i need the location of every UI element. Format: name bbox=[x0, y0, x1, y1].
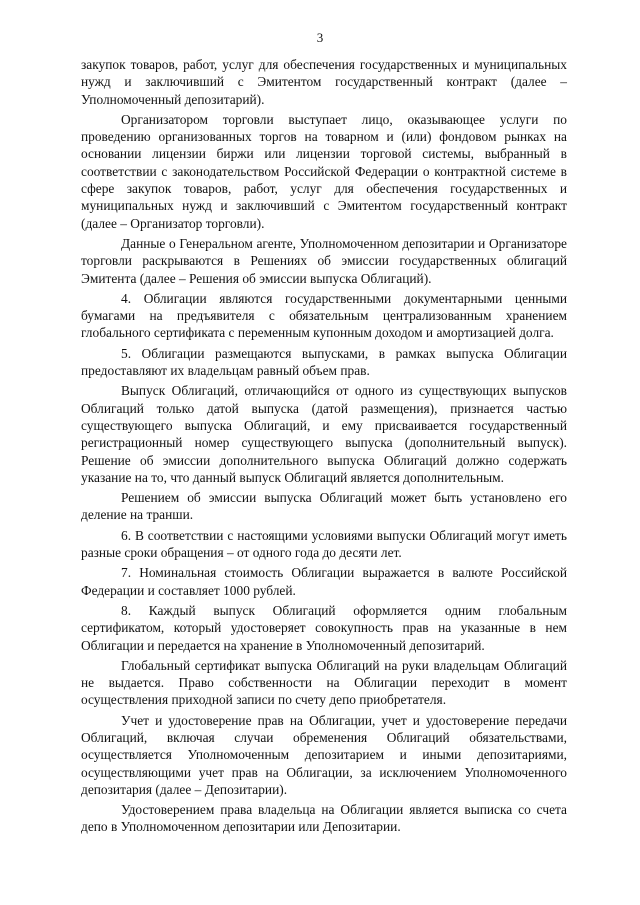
paragraph-item-8: 8. Каждый выпуск Облигаций оформляется одним глобальным сертификатом, который удостоверяет совокупность прав на указанные в нем Облигации и передается на хранение в Уполномоченный депозитарий. bbox=[81, 602, 567, 653]
paragraph-continuation: закупок товаров, работ, услуг для обеспечения государственных и муниципальных нужд и заключивший с Эмитентом государственный контракт (далее – Уполномоченный депозитарий). bbox=[81, 57, 567, 107]
paragraph-ownership-proof: Удостоверением права владельца на Облигации является выписка со счета депо в Уполномоченном депозитарии или Депозитарии. bbox=[81, 802, 567, 835]
paragraph-additional-issue: Выпуск Облигаций, отличающийся от одного из существующих выпусков Облигаций только датой выпуска (датой размещения), признается частью существующего выпуска Облигаций, и ему присваивается государственный регистрационный номер существующего выпуска (дополнительный выпуск). Решение об эмиссии дополнительного выпуска Облигаций должно содержать указание на то, что данный выпуск Облигаций является дополнительным. bbox=[81, 383, 567, 485]
paragraph-disclosure: Данные о Генеральном агенте, Уполномоченном депозитарии и Организаторе торговли раскрываются в Решениях об эмиссии государственных облигаций Эмитента (далее – Решения об эмиссии выпуска Облигаций). bbox=[81, 235, 567, 286]
paragraph-item-6: 6. В соответствии с настоящими условиями выпуски Облигаций могут иметь разные сроки обращения – от одного года до десяти лет. bbox=[81, 527, 567, 561]
paragraph-item-4: 4. Облигации являются государственными документарными ценными бумагами на предъявителя с обязательным централизованным хранением глобального сертификата с переменным купонным доходом и амортизацией долга. bbox=[81, 290, 567, 341]
paragraph-tranches: Решением об эмиссии выпуска Облигаций может быть установлено его деление на транши. bbox=[81, 490, 567, 523]
paragraph-organizer: Организатором торговли выступает лицо, оказывающее услуги по проведению организованных торгов на товарном и (или) фондовом рынках на основании лицензии биржи или лицензии торговой системы, выбранный в соответствии с законодательством Российской Федерации о контрактной системе в сфере закупок товаров, работ, услуг для обеспечения государственных и муниципальных нужд и заключивший с Эмитентом государственный контракт (далее – Организатор торговли). bbox=[81, 111, 567, 231]
paragraph-rights-accounting: Учет и удостоверение прав на Облигации, учет и удостоверение передачи Облигаций, включая случаи обременения Облигаций обязательствами, осуществляется Уполномоченным депозитарием и иными депозитариями, осуществляющими учет прав на Облигации, за исключением Уполномоченного депозитария (далее – Депозитарии). bbox=[81, 712, 567, 797]
page-number: 3 bbox=[316, 30, 324, 45]
document-body bbox=[81, 56, 567, 839]
paragraph-item-7: 7. Номинальная стоимость Облигации выражается в валюте Российской Федерации и составляет 1000 рублей. bbox=[81, 565, 567, 598]
paragraph-item-5: 5. Облигации размещаются выпусками, в рамках выпуска Облигации предоставляют их владельцам равный объем прав. bbox=[81, 345, 567, 379]
paragraph-global-certificate: Глобальный сертификат выпуска Облигаций на руки владельцам Облигаций не выдается. Право собственности на Облигации переходит в момент осуществления приходной записи по счету депо приобретателя. bbox=[81, 657, 567, 708]
